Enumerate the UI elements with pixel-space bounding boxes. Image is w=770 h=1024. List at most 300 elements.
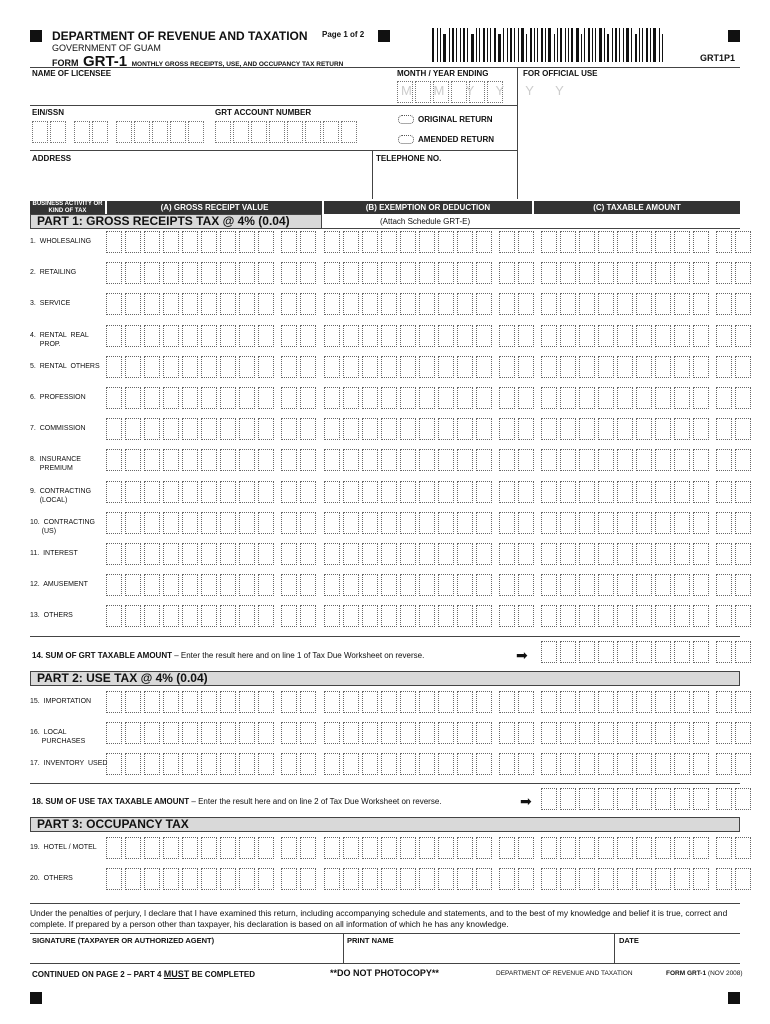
digit-box[interactable] [579, 543, 595, 565]
digit-box[interactable] [362, 574, 378, 596]
digit-box[interactable] [693, 543, 709, 565]
digit-box[interactable] [220, 481, 236, 503]
digit-box[interactable] [300, 231, 316, 253]
digit-box[interactable] [499, 543, 515, 565]
digit-box[interactable] [125, 262, 141, 284]
digit-box[interactable] [419, 262, 435, 284]
digit-box[interactable] [281, 325, 297, 347]
digit-box[interactable] [106, 868, 122, 890]
digit-box[interactable] [617, 325, 633, 347]
digit-box[interactable] [541, 543, 557, 565]
amount-boxes[interactable] [541, 293, 751, 315]
digit-box[interactable] [182, 868, 198, 890]
digit-box[interactable] [220, 449, 236, 471]
digit-box[interactable] [106, 605, 122, 627]
digit-box[interactable] [125, 753, 141, 775]
digit-box[interactable] [220, 387, 236, 409]
amount-boxes[interactable] [541, 641, 751, 663]
amount-boxes[interactable] [324, 325, 534, 347]
digit-box[interactable] [636, 512, 652, 534]
amount-boxes[interactable] [541, 481, 751, 503]
digit-box[interactable] [220, 868, 236, 890]
digit-box[interactable] [636, 449, 652, 471]
amount-boxes[interactable] [541, 788, 751, 810]
digit-box[interactable] [716, 641, 732, 663]
digit-box[interactable] [617, 481, 633, 503]
digit-box[interactable] [541, 753, 557, 775]
digit-box[interactable] [674, 574, 690, 596]
digit-box[interactable] [343, 418, 359, 440]
digit-box[interactable] [220, 325, 236, 347]
digit-box[interactable] [693, 641, 709, 663]
digit-box[interactable] [579, 262, 595, 284]
digit-box[interactable] [343, 868, 359, 890]
digit-box[interactable] [419, 481, 435, 503]
digit-box[interactable] [144, 262, 160, 284]
digit-box[interactable] [419, 325, 435, 347]
digit-box[interactable] [106, 387, 122, 409]
digit-box[interactable] [674, 837, 690, 859]
digit-box[interactable] [343, 722, 359, 744]
digit-box[interactable] [300, 722, 316, 744]
digit-box[interactable] [518, 449, 534, 471]
digit-box[interactable] [579, 512, 595, 534]
char-box[interactable] [233, 121, 249, 143]
digit-box[interactable] [163, 722, 179, 744]
digit-box[interactable] [281, 722, 297, 744]
digit-box[interactable] [125, 387, 141, 409]
digit-box[interactable] [400, 356, 416, 378]
digit-box[interactable] [518, 481, 534, 503]
amount-boxes[interactable] [541, 543, 751, 565]
digit-box[interactable] [560, 325, 576, 347]
digit-box[interactable] [144, 512, 160, 534]
digit-box[interactable] [163, 605, 179, 627]
digit-box[interactable] [258, 691, 274, 713]
digit-box[interactable] [419, 691, 435, 713]
digit-box[interactable] [655, 641, 671, 663]
digit-box[interactable] [400, 231, 416, 253]
digit-box[interactable] [636, 481, 652, 503]
digit-box[interactable] [598, 512, 614, 534]
digit-box[interactable] [106, 691, 122, 713]
digit-box[interactable] [674, 325, 690, 347]
amount-boxes[interactable] [106, 868, 316, 890]
digit-box[interactable] [560, 387, 576, 409]
digit-box[interactable] [381, 231, 397, 253]
digit-box[interactable] [617, 356, 633, 378]
digit-box[interactable] [674, 788, 690, 810]
digit-box[interactable] [655, 543, 671, 565]
digit-box[interactable] [300, 481, 316, 503]
amount-boxes[interactable] [324, 356, 534, 378]
digit-box[interactable] [655, 231, 671, 253]
digit-box[interactable] [541, 722, 557, 744]
digit-box[interactable] [541, 788, 557, 810]
digit-box[interactable] [144, 753, 160, 775]
digit-box[interactable] [201, 293, 217, 315]
digit-box[interactable] [716, 231, 732, 253]
digit-box[interactable] [636, 753, 652, 775]
digit-box[interactable] [541, 641, 557, 663]
digit-box[interactable] [258, 574, 274, 596]
digit-box[interactable] [617, 231, 633, 253]
digit-box[interactable] [419, 837, 435, 859]
digit-box[interactable] [400, 387, 416, 409]
digit-box[interactable] [324, 387, 340, 409]
digit-box[interactable] [541, 262, 557, 284]
digit-box[interactable] [476, 753, 492, 775]
digit-box[interactable] [735, 231, 751, 253]
digit-box[interactable] [281, 605, 297, 627]
digit-box[interactable] [655, 722, 671, 744]
digit-box[interactable] [560, 543, 576, 565]
digit-box[interactable] [144, 293, 160, 315]
digit-box[interactable] [125, 231, 141, 253]
digit-box[interactable] [457, 543, 473, 565]
digit-box[interactable] [541, 356, 557, 378]
digit-box[interactable] [381, 449, 397, 471]
digit-box[interactable] [258, 387, 274, 409]
digit-box[interactable] [674, 605, 690, 627]
digit-box[interactable] [636, 356, 652, 378]
digit-box[interactable] [541, 449, 557, 471]
digit-box[interactable] [125, 418, 141, 440]
digit-box[interactable] [281, 868, 297, 890]
digit-box[interactable] [163, 449, 179, 471]
amount-boxes[interactable] [106, 837, 316, 859]
digit-box[interactable] [560, 753, 576, 775]
digit-box[interactable] [220, 356, 236, 378]
amount-boxes[interactable] [106, 753, 316, 775]
digit-box[interactable] [144, 481, 160, 503]
digit-box[interactable] [598, 325, 614, 347]
digit-box[interactable] [674, 543, 690, 565]
digit-box[interactable] [300, 262, 316, 284]
digit-box[interactable] [636, 231, 652, 253]
digit-box[interactable] [579, 574, 595, 596]
amount-boxes[interactable] [541, 512, 751, 534]
digit-box[interactable] [182, 753, 198, 775]
digit-box[interactable] [419, 574, 435, 596]
digit-box[interactable] [220, 837, 236, 859]
digit-box[interactable] [735, 543, 751, 565]
digit-box[interactable] [258, 449, 274, 471]
amount-boxes[interactable] [541, 387, 751, 409]
digit-box[interactable] [144, 387, 160, 409]
digit-box[interactable] [457, 449, 473, 471]
digit-box[interactable] [579, 481, 595, 503]
digit-box[interactable] [163, 837, 179, 859]
digit-box[interactable] [655, 691, 671, 713]
digit-box[interactable] [419, 356, 435, 378]
digit-box[interactable] [541, 868, 557, 890]
digit-box[interactable] [476, 837, 492, 859]
digit-box[interactable] [598, 293, 614, 315]
date-input[interactable] [619, 946, 739, 962]
digit-box[interactable] [362, 543, 378, 565]
digit-box[interactable] [499, 262, 515, 284]
digit-box[interactable] [457, 356, 473, 378]
digit-box[interactable] [125, 868, 141, 890]
digit-box[interactable] [144, 231, 160, 253]
digit-box[interactable] [419, 293, 435, 315]
digit-box[interactable] [220, 722, 236, 744]
digit-box[interactable] [300, 753, 316, 775]
digit-box[interactable] [636, 641, 652, 663]
amount-boxes[interactable] [541, 722, 751, 744]
digit-box[interactable] [499, 837, 515, 859]
digit-box[interactable] [419, 512, 435, 534]
digit-box[interactable] [163, 512, 179, 534]
digit-box[interactable] [300, 837, 316, 859]
digit-box[interactable] [617, 868, 633, 890]
digit-box[interactable] [144, 418, 160, 440]
digit-box[interactable] [239, 691, 255, 713]
signature-input[interactable] [32, 946, 341, 962]
digit-box[interactable] [693, 691, 709, 713]
digit-box[interactable] [457, 293, 473, 315]
digit-box[interactable] [106, 449, 122, 471]
digit-box[interactable] [400, 325, 416, 347]
digit-box[interactable] [636, 418, 652, 440]
digit-box[interactable] [343, 837, 359, 859]
digit-box[interactable] [220, 231, 236, 253]
digit-box[interactable] [438, 753, 454, 775]
digit-box[interactable] [106, 837, 122, 859]
digit-box[interactable] [324, 262, 340, 284]
digit-box[interactable] [163, 868, 179, 890]
digit-box[interactable] [201, 605, 217, 627]
digit-box[interactable] [499, 481, 515, 503]
digit-box[interactable] [560, 691, 576, 713]
digit-box[interactable] [457, 868, 473, 890]
digit-box[interactable] [381, 868, 397, 890]
digit-box[interactable] [324, 753, 340, 775]
digit-box[interactable] [476, 449, 492, 471]
digit-box[interactable] [163, 262, 179, 284]
digit-box[interactable] [518, 753, 534, 775]
digit-box[interactable] [362, 356, 378, 378]
amount-boxes[interactable] [324, 722, 534, 744]
digit-box[interactable] [182, 449, 198, 471]
digit-box[interactable] [735, 293, 751, 315]
digit-box[interactable] [182, 262, 198, 284]
digit-box[interactable] [674, 641, 690, 663]
digit-box[interactable] [362, 753, 378, 775]
digit-box[interactable] [560, 262, 576, 284]
digit-box[interactable] [125, 293, 141, 315]
digit-box[interactable] [258, 512, 274, 534]
digit-box[interactable] [693, 481, 709, 503]
digit-box[interactable] [438, 512, 454, 534]
digit-box[interactable] [324, 837, 340, 859]
digit-box[interactable] [518, 231, 534, 253]
grt-account-input[interactable] [215, 121, 357, 143]
digit-box[interactable] [106, 418, 122, 440]
digit-box[interactable] [518, 837, 534, 859]
digit-box[interactable] [400, 543, 416, 565]
digit-box[interactable] [617, 641, 633, 663]
digit-box[interactable] [476, 868, 492, 890]
digit-box[interactable] [400, 574, 416, 596]
digit-box[interactable] [182, 543, 198, 565]
digit-box[interactable] [144, 837, 160, 859]
digit-box[interactable] [541, 418, 557, 440]
digit-box[interactable] [182, 605, 198, 627]
digit-box[interactable] [182, 512, 198, 534]
digit-box[interactable] [125, 325, 141, 347]
digit-box[interactable] [617, 449, 633, 471]
char-box[interactable] [215, 121, 231, 143]
digit-box[interactable] [182, 418, 198, 440]
amount-boxes[interactable] [541, 868, 751, 890]
digit-box[interactable] [258, 868, 274, 890]
digit-box[interactable] [499, 293, 515, 315]
digit-box[interactable] [655, 325, 671, 347]
digit-box[interactable] [636, 293, 652, 315]
digit-box[interactable] [281, 418, 297, 440]
digit-box[interactable] [400, 293, 416, 315]
digit-box[interactable] [636, 605, 652, 627]
digit-box[interactable] [438, 418, 454, 440]
digit-box[interactable] [300, 325, 316, 347]
digit-box[interactable] [381, 753, 397, 775]
digit-box[interactable] [476, 691, 492, 713]
digit-box[interactable] [438, 262, 454, 284]
digit-box[interactable] [281, 387, 297, 409]
digit-box[interactable] [239, 722, 255, 744]
digit-box[interactable] [362, 605, 378, 627]
digit-box[interactable] [163, 231, 179, 253]
digit-box[interactable] [324, 325, 340, 347]
digit-box[interactable] [518, 512, 534, 534]
amount-boxes[interactable] [541, 605, 751, 627]
digit-box[interactable] [281, 481, 297, 503]
digit-box[interactable] [163, 574, 179, 596]
digit-box[interactable] [182, 691, 198, 713]
amount-boxes[interactable] [541, 262, 751, 284]
amount-boxes[interactable] [324, 753, 534, 775]
digit-box[interactable] [716, 512, 732, 534]
digit-box[interactable] [220, 262, 236, 284]
digit-box[interactable] [560, 788, 576, 810]
digit-box[interactable] [560, 574, 576, 596]
digit-box[interactable] [125, 722, 141, 744]
digit-box[interactable] [419, 231, 435, 253]
digit-box[interactable] [438, 231, 454, 253]
amount-boxes[interactable] [106, 262, 316, 284]
digit-box[interactable] [693, 356, 709, 378]
digit-box[interactable] [693, 788, 709, 810]
digit-box[interactable] [438, 387, 454, 409]
digit-box[interactable] [239, 262, 255, 284]
digit-box[interactable] [716, 868, 732, 890]
digit-box[interactable] [419, 418, 435, 440]
digit-box[interactable] [598, 753, 614, 775]
digit-box[interactable] [182, 574, 198, 596]
digit-box[interactable] [655, 605, 671, 627]
digit-box[interactable] [476, 512, 492, 534]
digit-box[interactable] [598, 481, 614, 503]
digit-box[interactable] [476, 574, 492, 596]
digit-box[interactable] [674, 293, 690, 315]
digit-box[interactable] [560, 512, 576, 534]
amount-boxes[interactable] [541, 574, 751, 596]
char-box[interactable] [92, 121, 108, 143]
char-box[interactable] [152, 121, 168, 143]
digit-box[interactable] [362, 325, 378, 347]
digit-box[interactable] [674, 722, 690, 744]
digit-box[interactable] [239, 605, 255, 627]
digit-box[interactable] [400, 418, 416, 440]
digit-box[interactable] [636, 262, 652, 284]
digit-box[interactable] [499, 231, 515, 253]
digit-box[interactable] [735, 418, 751, 440]
digit-box[interactable] [476, 481, 492, 503]
digit-box[interactable] [144, 356, 160, 378]
digit-box[interactable] [106, 543, 122, 565]
digit-box[interactable] [239, 512, 255, 534]
digit-box[interactable] [674, 418, 690, 440]
digit-box[interactable] [518, 543, 534, 565]
digit-box[interactable] [499, 356, 515, 378]
digit-box[interactable] [201, 231, 217, 253]
digit-box[interactable] [220, 418, 236, 440]
digit-box[interactable] [201, 543, 217, 565]
digit-box[interactable] [300, 868, 316, 890]
original-return-option[interactable] [398, 115, 493, 124]
digit-box[interactable] [362, 293, 378, 315]
digit-box[interactable] [617, 691, 633, 713]
digit-box[interactable] [258, 753, 274, 775]
amount-boxes[interactable] [106, 356, 316, 378]
digit-box[interactable] [476, 387, 492, 409]
digit-box[interactable] [457, 574, 473, 596]
digit-box[interactable] [381, 691, 397, 713]
char-box[interactable] [305, 121, 321, 143]
digit-box[interactable] [457, 231, 473, 253]
digit-box[interactable] [617, 605, 633, 627]
digit-box[interactable] [518, 691, 534, 713]
amount-boxes[interactable] [106, 543, 316, 565]
amount-boxes[interactable] [324, 262, 534, 284]
digit-box[interactable] [220, 691, 236, 713]
digit-box[interactable] [716, 543, 732, 565]
digit-box[interactable] [324, 512, 340, 534]
digit-box[interactable] [343, 543, 359, 565]
digit-box[interactable] [324, 543, 340, 565]
digit-box[interactable] [258, 722, 274, 744]
digit-box[interactable] [362, 418, 378, 440]
digit-box[interactable] [541, 325, 557, 347]
digit-box[interactable] [106, 722, 122, 744]
digit-box[interactable] [560, 481, 576, 503]
digit-box[interactable] [106, 325, 122, 347]
digit-box[interactable] [201, 837, 217, 859]
digit-box[interactable] [220, 605, 236, 627]
amount-boxes[interactable] [324, 691, 534, 713]
digit-box[interactable] [499, 574, 515, 596]
digit-box[interactable] [674, 449, 690, 471]
digit-box[interactable] [201, 691, 217, 713]
digit-box[interactable] [362, 481, 378, 503]
digit-box[interactable] [281, 512, 297, 534]
digit-box[interactable] [655, 418, 671, 440]
digit-box[interactable] [182, 387, 198, 409]
digit-box[interactable] [560, 356, 576, 378]
digit-box[interactable] [220, 293, 236, 315]
